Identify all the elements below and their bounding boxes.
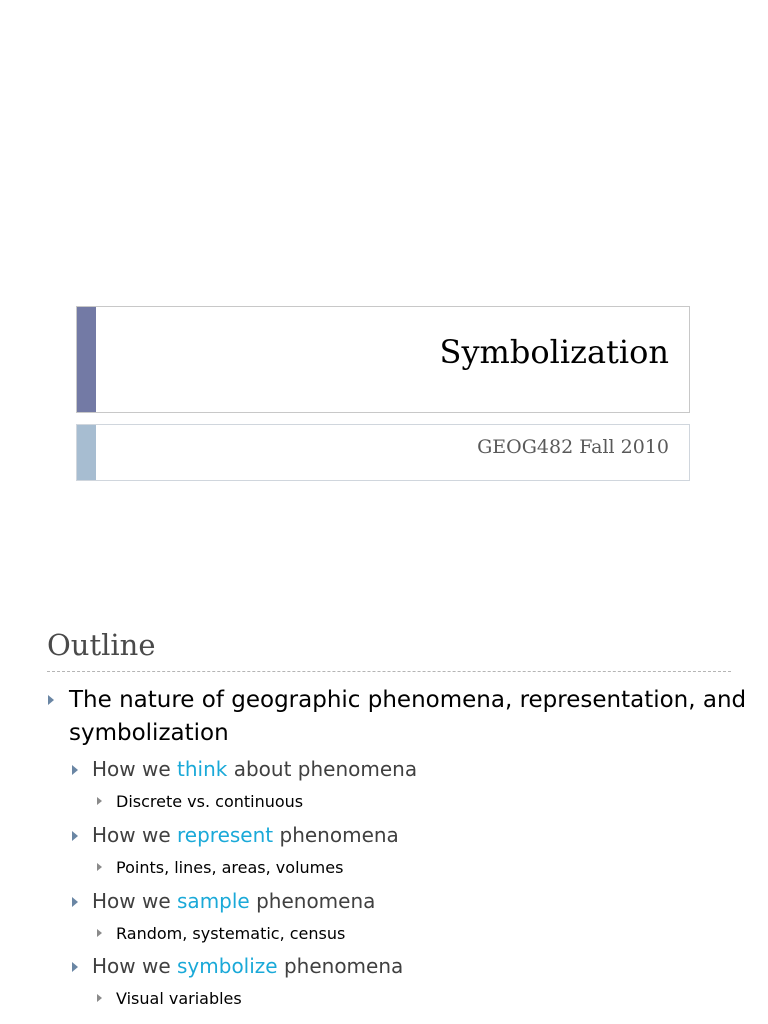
bullet-arrow-icon <box>72 831 78 841</box>
sub-bullet-prefix: How we <box>92 823 178 847</box>
sub-bullet <box>92 889 375 913</box>
outline-heading: Outline <box>47 628 156 662</box>
sub-bullet-suffix: about phenomena <box>227 757 418 781</box>
sub-bullet-prefix: How we <box>92 954 178 978</box>
sub-bullet-prefix: How we <box>92 889 178 913</box>
bullet-arrow-icon <box>97 929 102 937</box>
sub-bullet-suffix: phenomena <box>249 889 376 913</box>
slide-subtitle: GEOG482 Fall 2010 <box>477 436 669 458</box>
bullet-arrow-icon <box>97 797 102 805</box>
sub-bullet-keyword: represent <box>177 823 274 847</box>
detail-bullet: Random, systematic, census <box>116 924 346 943</box>
subtitle-box <box>76 424 690 481</box>
heading-divider <box>47 671 731 672</box>
sub-bullet-prefix: How we <box>92 757 178 781</box>
detail-bullet: Discrete vs. continuous <box>116 792 304 811</box>
main-bullet-line1: The nature of geographic phenomena, representation, and <box>69 687 747 713</box>
sub-bullet-keyword: symbolize <box>177 954 278 978</box>
sub-bullet <box>92 757 417 781</box>
bullet-arrow-icon <box>72 765 78 775</box>
sub-bullet-keyword: sample <box>177 889 250 913</box>
sub-bullet-keyword: think <box>177 757 228 781</box>
bullet-arrow-icon <box>48 695 54 705</box>
bullet-arrow-icon <box>72 962 78 972</box>
sub-bullet-suffix: phenomena <box>277 954 404 978</box>
main-bullet-line2: symbolization <box>69 720 229 746</box>
bullet-arrow-icon <box>97 994 102 1002</box>
sub-bullet <box>92 823 399 847</box>
title-accent-bar <box>77 307 96 412</box>
bullet-arrow-icon <box>72 897 78 907</box>
sub-bullet-suffix: phenomena <box>273 823 399 847</box>
detail-bullet: Points, lines, areas, volumes <box>116 858 344 877</box>
sub-bullet <box>92 954 403 978</box>
detail-bullet: Visual variables <box>116 989 242 1008</box>
bullet-arrow-icon <box>97 863 102 871</box>
title-box <box>76 306 690 413</box>
subtitle-accent-bar <box>77 425 96 480</box>
slide-title: Symbolization <box>439 333 669 371</box>
